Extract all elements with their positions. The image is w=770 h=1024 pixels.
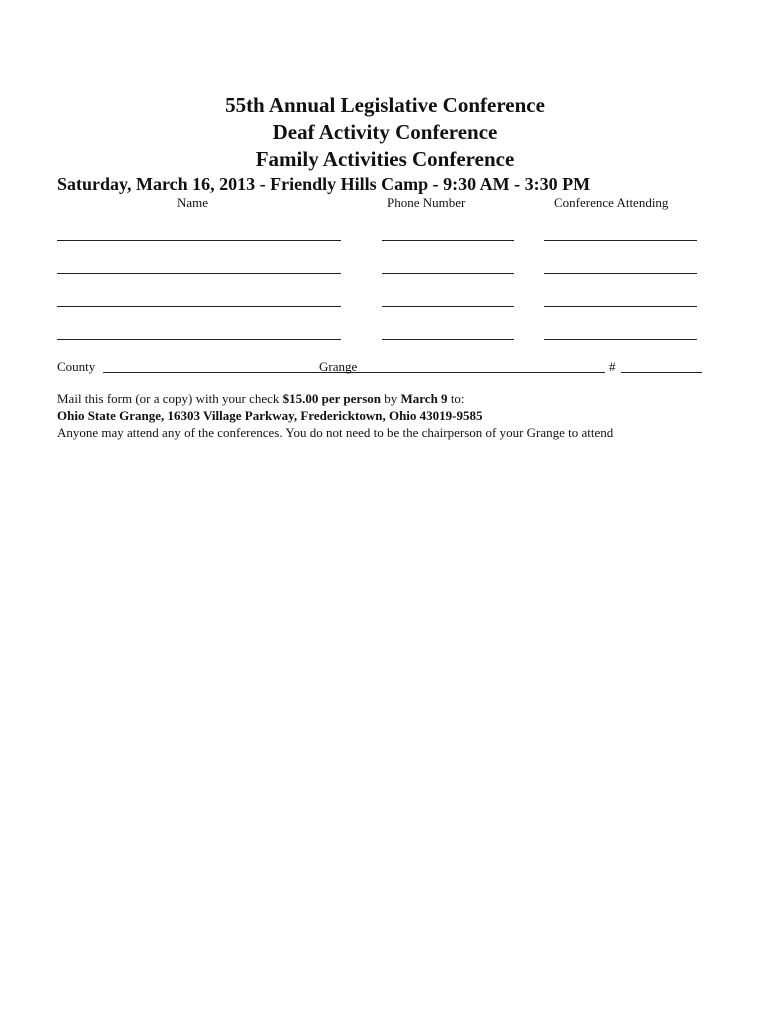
grange-number-label: # [609, 359, 616, 374]
phone-field-3[interactable] [382, 306, 514, 307]
fee-amount: $15.00 per person [282, 391, 381, 406]
title-line-1: 55th Annual Legislative Conference [225, 93, 545, 117]
attendee-row-4 [0, 339, 770, 351]
county-grange-row [57, 358, 707, 376]
name-field-4[interactable] [57, 339, 341, 340]
event-date-location: Saturday, March 16, 2013 - Friendly Hills Camp - 9:30 AM - 3:30 PM [57, 174, 591, 194]
county-label: County [57, 359, 96, 374]
column-header-name: Name [177, 195, 209, 210]
conference-field-3[interactable] [544, 306, 697, 307]
name-field-1[interactable] [57, 240, 341, 241]
grange-field[interactable] [363, 372, 605, 373]
name-field-2[interactable] [57, 273, 341, 274]
grange-label: Grange [319, 359, 358, 374]
conference-field-4[interactable] [544, 339, 697, 340]
phone-field-1[interactable] [382, 240, 514, 241]
mail-instructions-line [57, 390, 747, 407]
phone-field-2[interactable] [382, 273, 514, 274]
attendee-row-1 [0, 240, 770, 252]
mail-prefix: Mail this form (or a copy) with your check [57, 391, 283, 406]
title-line-3: Family Activities Conference [255, 147, 515, 171]
deadline-date: March 9 [400, 391, 448, 406]
grange-number-field[interactable] [621, 372, 702, 373]
conference-field-2[interactable] [544, 273, 697, 274]
mail-to: to: [447, 391, 465, 406]
attendance-note: Anyone may attend any of the conferences. You do not need to be the chairperson of your Grange to attend [57, 425, 614, 440]
title-line-2: Deaf Activity Conference [272, 120, 498, 144]
mailing-instructions [57, 390, 747, 441]
name-field-3[interactable] [57, 306, 341, 307]
attendee-row-3 [0, 306, 770, 318]
column-header-phone: Phone Number [387, 195, 466, 210]
conference-field-1[interactable] [544, 240, 697, 241]
attendee-row-2 [0, 273, 770, 285]
mail-by: by [381, 391, 401, 406]
form-title [0, 92, 770, 173]
mailing-address: Ohio State Grange, 16303 Village Parkway, Fredericktown, Ohio 43019-9585 [57, 408, 483, 423]
phone-field-4[interactable] [382, 339, 514, 340]
column-header-conference: Conference Attending [554, 195, 669, 210]
